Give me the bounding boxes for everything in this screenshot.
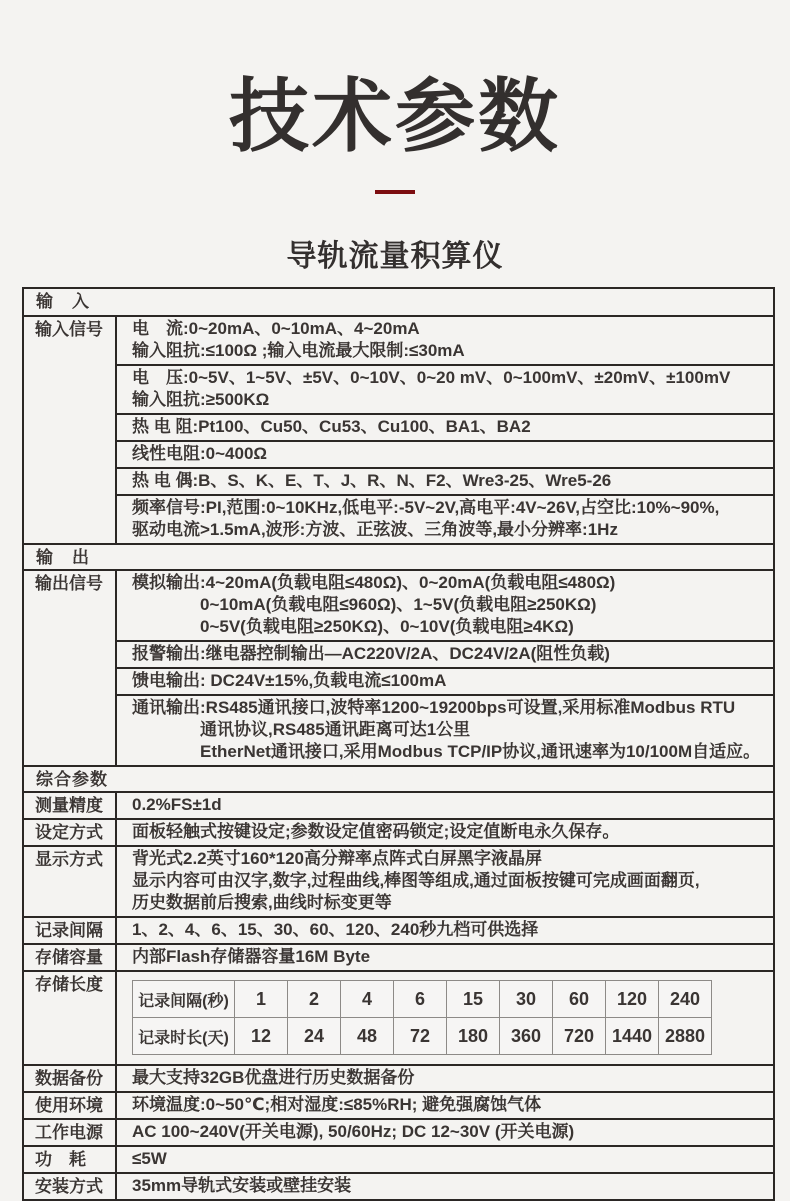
spec-line: AC 100~240V(开关电源), 50/60Hz; DC 12~30V (开关电源): [132, 1122, 575, 1141]
input-current-spec: [117, 317, 773, 366]
feed-output-spec: [117, 669, 773, 696]
page-title: 技术参数: [229, 72, 561, 161]
spec-line: EtherNet通讯接口,采用Modbus TCP/IP协议,通讯速率为10/100M自适应。: [200, 742, 761, 761]
row-label-power-consumption: 功 耗: [24, 1147, 117, 1172]
spec-line: 输入阻抗:≥500KΩ: [132, 390, 270, 409]
spec-line: 面板轻触式按键设定;参数设定值密码锁定;设定值断电永久保存。: [132, 822, 620, 841]
duration-value: 1440: [606, 1018, 659, 1055]
spec-line: 热 电 阻:Pt100、Cu50、Cu53、Cu100、BA1、BA2: [132, 417, 531, 436]
spec-row-power-supply: [24, 1118, 773, 1145]
spec-row-record-interval: [24, 916, 773, 943]
output-signal-content: [117, 571, 773, 765]
spec-line: 模拟输出:4~20mA(负载电阻≤480Ω)、0~20mA(负载电阻≤480Ω): [132, 573, 616, 592]
row-label-input-signal: 输入信号: [24, 317, 117, 543]
spec-line: 频率信号:PI,范围:0~10KHz,低电平:-5V~2V,高电平:4V~26V,占空比:10%~90%,: [132, 498, 720, 517]
input-voltage-spec: [117, 366, 773, 415]
storage-interval-row: [133, 981, 712, 1018]
spec-line: ≤5W: [132, 1149, 167, 1168]
title-divider: [375, 190, 415, 194]
row-label-storage-capacity: 存储容量: [24, 945, 117, 970]
spec-line: 电 压:0~5V、1~5V、±5V、0~10V、0~20 mV、0~100mV、±20mV、±100mV: [132, 368, 731, 387]
duration-value: 24: [288, 1018, 341, 1055]
storage-interval-header: 记录间隔(秒): [133, 981, 235, 1018]
spec-line: 通讯协议,RS485通讯距离可达1公里: [200, 720, 471, 739]
input-thermocouple-spec: [117, 469, 773, 496]
spec-line: 环境温度:0~50℃;相对湿度:≤85%RH; 避免强腐蚀气体: [132, 1095, 542, 1114]
spec-table: [22, 287, 775, 1201]
input-rtd-spec: [117, 415, 773, 442]
duration-value: 48: [341, 1018, 394, 1055]
interval-value: 6: [394, 981, 447, 1018]
alarm-output-spec: [117, 642, 773, 669]
spec-line: 电 流:0~20mA、0~10mA、4~20mA: [132, 319, 420, 338]
spec-line: 馈电输出: DC24V±15%,负载电流≤100mA: [132, 671, 447, 690]
input-linear-resistance-spec: [117, 442, 773, 469]
row-label-display-method: 显示方式: [24, 847, 117, 916]
spec-line: 输入阻抗:≤100Ω ;输入电流最大限制:≤30mA: [132, 341, 465, 360]
section-header-input: 输 入: [36, 292, 90, 311]
spec-row-output-signal: [24, 569, 773, 765]
interval-value: 30: [500, 981, 553, 1018]
spec-line: 通讯输出:RS485通讯接口,波特率1200~19200bps可设置,采用标准Modbus RTU: [132, 698, 736, 717]
input-signal-content: [117, 317, 773, 543]
spec-line: 历史数据前后搜索,曲线时标变更等: [132, 893, 392, 912]
interval-value: 15: [447, 981, 500, 1018]
duration-value: 720: [553, 1018, 606, 1055]
interval-value: 2: [288, 981, 341, 1018]
spec-line: 1、2、4、6、15、30、60、120、240秒九档可供选择: [132, 920, 539, 939]
spec-line: 显示内容可由汉字,数字,过程曲线,棒图等组成,通过面板按键可完成画面翻页,: [132, 871, 700, 890]
storage-duration-row: [133, 1018, 712, 1055]
duration-value: 12: [235, 1018, 288, 1055]
spec-line: 报警输出:继电器控制输出—AC220V/2A、DC24V/2A(阻性负载): [132, 644, 610, 663]
spec-row-measure-accuracy: [24, 791, 773, 818]
row-label-power-supply: 工作电源: [24, 1120, 117, 1145]
spec-line: 线性电阻:0~400Ω: [132, 444, 268, 463]
row-label-installation: 安装方式: [24, 1174, 117, 1199]
row-label-data-backup: 数据备份: [24, 1066, 117, 1091]
duration-value: 360: [500, 1018, 553, 1055]
interval-value: 60: [553, 981, 606, 1018]
duration-value: 72: [394, 1018, 447, 1055]
row-label-output-signal: 输出信号: [24, 571, 117, 765]
row-label-environment: 使用环境: [24, 1093, 117, 1118]
section-header-general: 综合参数: [24, 765, 773, 791]
input-frequency-spec: [117, 496, 773, 543]
interval-value: 240: [659, 981, 712, 1018]
interval-value: 1: [235, 981, 288, 1018]
row-label-record-interval: 记录间隔: [24, 918, 117, 943]
spec-row-storage-length: [24, 970, 773, 1064]
spec-line: 驱动电流>1.5mA,波形:方波、正弦波、三角波等,最小分辨率:1Hz: [132, 520, 618, 539]
row-label-storage-length: 存储长度: [24, 972, 117, 1064]
spec-row-setting-method: [24, 818, 773, 845]
spec-row-input-signal: [24, 315, 773, 543]
spec-row-environment: [24, 1091, 773, 1118]
storage-length-table: [132, 980, 712, 1055]
section-header-output: 输 出: [24, 543, 773, 569]
analog-output-spec: [117, 571, 773, 642]
spec-line: 最大支持32GB优盘进行历史数据备份: [132, 1068, 415, 1087]
spec-line: 0.2%FS±1d: [132, 795, 222, 814]
duration-value: 180: [447, 1018, 500, 1055]
duration-value: 2880: [659, 1018, 712, 1055]
spec-line: 35mm导轨式安装或壁挂安装: [132, 1176, 352, 1195]
product-subtitle: 导轨流量积算仪: [286, 240, 504, 273]
spec-line: 0~10mA(负载电阻≤960Ω)、1~5V(负载电阻≥250KΩ): [200, 595, 597, 614]
row-label-measure-accuracy: 测量精度: [24, 793, 117, 818]
interval-value: 4: [341, 981, 394, 1018]
spec-line: 背光式2.2英寸160*120高分辩率点阵式白屏黑字液晶屏: [132, 849, 542, 868]
storage-duration-header: 记录时长(天): [133, 1018, 235, 1055]
spec-line: 热 电 偶:B、S、K、E、T、J、R、N、F2、Wre3-25、Wre5-26: [132, 471, 612, 490]
row-label-setting-method: 设定方式: [24, 820, 117, 845]
communication-output-spec: [117, 696, 773, 765]
spec-row-storage-capacity: [24, 943, 773, 970]
spec-row-installation: [24, 1172, 773, 1199]
spec-row-data-backup: [24, 1064, 773, 1091]
spec-row-display-method: [24, 845, 773, 916]
spec-line: 内部Flash存储器容量16M Byte: [132, 947, 371, 966]
interval-value: 120: [606, 981, 659, 1018]
spec-line: 0~5V(负载电阻≥250KΩ)、0~10V(负载电阻≥4KΩ): [200, 617, 574, 636]
